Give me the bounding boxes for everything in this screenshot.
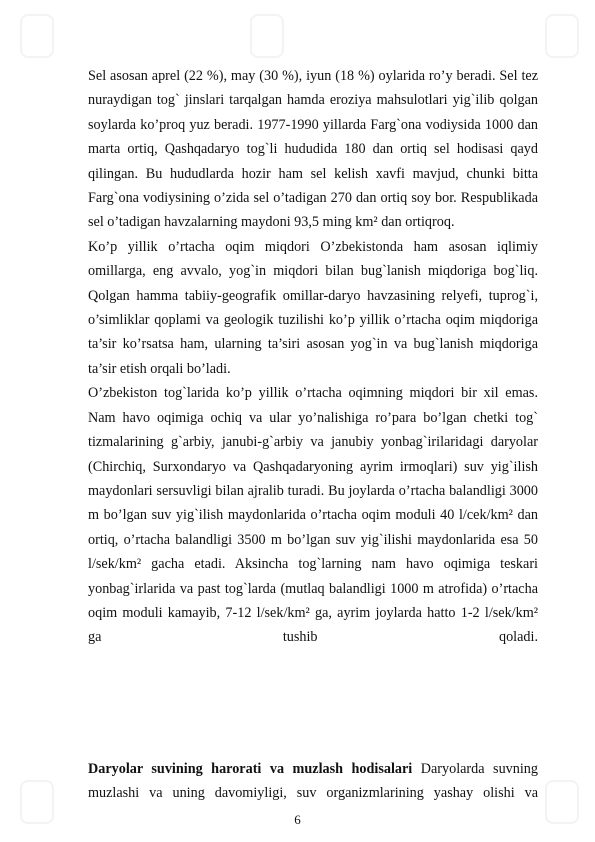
blank-space	[88, 650, 538, 757]
section-paragraph	[88, 757, 538, 806]
document-page	[88, 64, 538, 806]
body-paragraph: O’zbekiston tog`larida ko’p yillik o’rtacha oqimning miqdori bir xil emas. Nam havo oqimiga ochiq va ular yo’nalishiga ro’para bo’lgan chetki tog` tizmalarining g`arbiy, janubi-g`arbiy va janubiy yonbag`irilaridagi daryolar (Chirchiq, Surxondaryo va Qashqadaryoning ayrim irmoqlari) suv yig`ilish maydonlari sersuvligi bilan ajralib turadi. Bu joylarda o’rtacha balandligi 3000 m bo’lgan suv yig`ilish maydonlarida o’rtacha oqim moduli 40 l/cek/km² dan ortiq, o’rtacha balandligi 3500 m bo’lgan suv yig`ilishi maydonlarida esa 50 l/sek/km² gacha etadi. Aksincha tog`larning nam havo oqimiga teskari yonbag`irlarida va past tog`larda (mutlaq balandligi 1000 m atrofida) o’rtacha oqim moduli kamayib, 7-12 l/sek/km² ga, ayrim joylarda hatto 1-2 l/sek/km² ga tushib qoladi.	[88, 385, 538, 646]
body-paragraph: Sel asosan aprel (22 %), may (30 %), iyun (18 %) oylarida ro’y beradi. Sel tez nuraydigan tog` jinslari tarqalgan hamda eroziya mahsulotlari yig`ilib qolgan soylarda ko’proq yuz beradi. 1977-1990 yillarda Farg`ona vodiysida 1000 dan marta ortiq, Qashqadaryo tog`li hududida 180 dan ortiq sel hodisasi qayd qilingan. Bu hududlarda hozir ham sel kelish xavfi mavjud, chunki bitta Farg`ona vodiysining o’zida sel o’tadigan 270 dan ortiq soy bor. Respublikada sel o’tadigan havzalarning maydoni 93,5 ming km² dan ortiqroq.	[88, 68, 538, 231]
watermark-shape	[250, 14, 284, 58]
section-heading: Daryolar suvining harorati va muzlash hodisalari	[88, 760, 413, 777]
body-paragraph: Ko’p yillik o’rtacha oqim miqdori O’zbekistonda ham asosan iqlimiy omillarga, eng avvalo, yog`in miqdori bilan bug`lanish miqdoriga bog`liq. Qolgan hamma tabiiy-geografik omillar-daryo havzasining relyefi, tuprog`i, o’simliklar qoplami va geologik tuzilishi ko’p yillik o’rtacha oqim miqdoriga ta’sir ko’rsatsa ham, ularning ta’siri asosan yog`in va bug`lanish miqdoriga ta’sir etish orqali bo’ladi.	[88, 238, 538, 377]
watermark-shape	[20, 14, 54, 58]
watermark-shape	[545, 14, 579, 58]
page-number: 6	[294, 812, 301, 827]
section-text: Daryolarda suvning muzlashi va uning davomiyligi, suv organizmlarining yashay olishi va	[88, 760, 538, 802]
